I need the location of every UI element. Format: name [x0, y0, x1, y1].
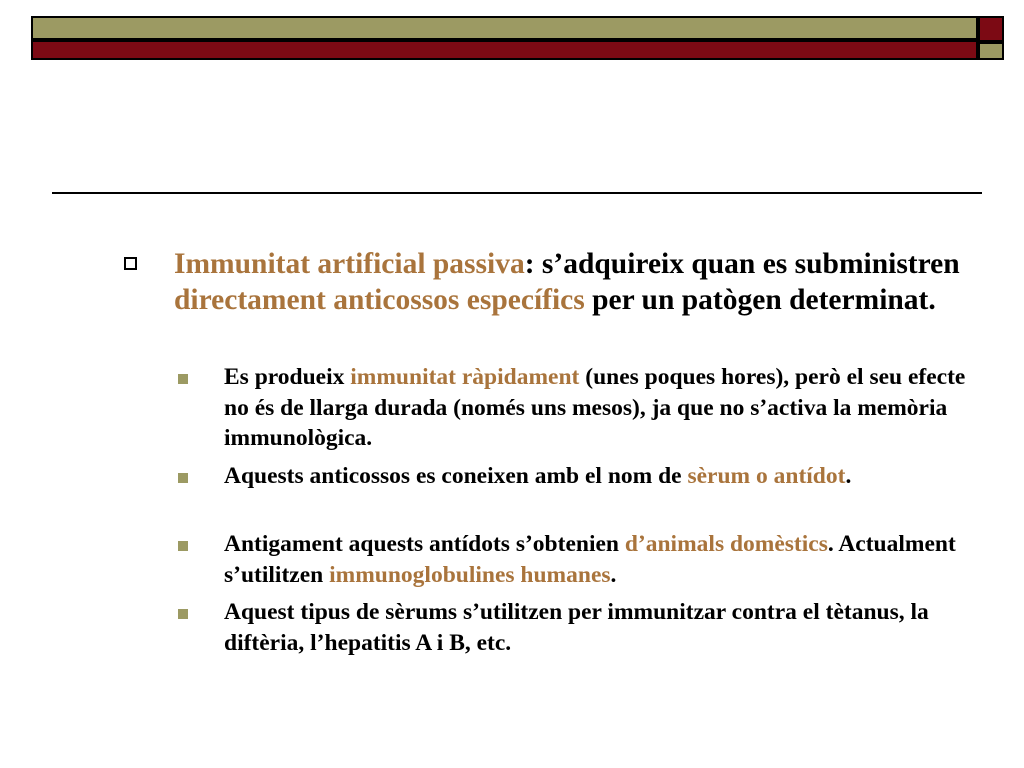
sub-bullet-2 [224, 461, 984, 492]
sub-bullet-1-highlight: immunitat ràpidament [350, 364, 580, 390]
sub-bullet-3-text-3: . [610, 561, 617, 588]
square-bullet-icon [178, 541, 188, 551]
header-corner-square-olive [978, 42, 1004, 60]
main-bullet-text [174, 246, 974, 318]
square-bullet-icon [178, 609, 188, 619]
header-maroon-band [31, 40, 978, 60]
header-corner-square-maroon [978, 16, 1004, 42]
hollow-square-bullet-icon [124, 257, 137, 270]
square-bullet-icon [178, 473, 188, 483]
header-olive-band [31, 16, 978, 40]
square-bullet-icon [178, 374, 188, 384]
sub-bullet-1 [224, 362, 984, 454]
sub-bullet-2-text-2: . [845, 463, 852, 489]
sub-bullet-1-text-1: Es produeix [224, 364, 351, 390]
sub-bullet-4-text: Aquest tipus de sèrums s’utilitzen per immunitzar contra el tètanus, la diftèria, l’hepatitis A i B, etc. [224, 599, 929, 656]
sub-bullet-4 [224, 597, 984, 658]
sub-bullet-1-text-2: (unes poques hores), però el seu efecte no és de llarga durada (només uns mesos), ja que no s’activa la memòria immunològica. [224, 364, 966, 451]
sub-bullet-3-highlight-2: immunoglobulines humanes [329, 561, 611, 588]
sub-bullet-2-highlight: sèrum o antídot [687, 463, 846, 489]
main-highlight: directament anticossos específics [174, 284, 585, 316]
sub-bullet-2-text-1: Aquests anticossos es coneixen amb el nom de [224, 463, 688, 489]
main-text-part-2: per un patògen determinat. [584, 284, 936, 316]
sub-bullet-3-text-1: Antigament aquests antídots s’obtenien [224, 531, 625, 557]
sub-bullet-3-text-2: . Actualment s’utilitzen [224, 531, 956, 588]
sub-bullet-3-highlight-1: d’animals domèstics [624, 531, 828, 557]
sub-bullet-3 [224, 529, 984, 590]
main-text-part-1: : s’adquireix quan es subministren [524, 248, 960, 280]
title-divider-rule [52, 192, 982, 194]
main-term: Immunitat artificial passiva [174, 248, 525, 280]
